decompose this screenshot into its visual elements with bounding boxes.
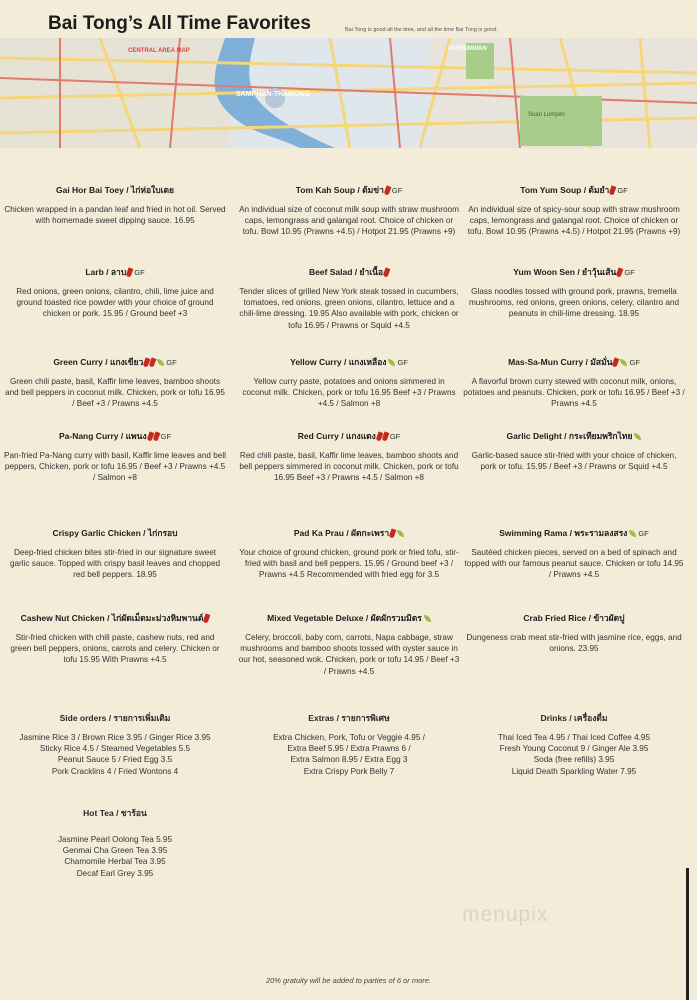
menu-item-description: Chicken wrapped in a pandan leaf and fried in hot oil. Served with homemade sweet dipping sauce. 16.95 bbox=[4, 205, 226, 226]
list-item: Extra Crispy Pork Belly 7 bbox=[303, 766, 395, 776]
map-illustration bbox=[0, 38, 697, 148]
area-map bbox=[0, 38, 697, 148]
menu-item bbox=[238, 267, 460, 331]
menu-item bbox=[238, 528, 460, 581]
menu-item-name bbox=[238, 431, 460, 442]
menu-item-title: Yum Woon Sen / ยำวุ้นเส้น bbox=[513, 267, 617, 277]
footer-note: 20% gratuity will be added to parties of 6 or more. bbox=[265, 976, 432, 985]
chili-pepper-icon bbox=[609, 186, 617, 196]
menu-item-title: Green Curry / แกงเขียว bbox=[53, 357, 144, 367]
list-item: Thai Iced Tea 4.95 / Thai Iced Coffee 4.95 bbox=[497, 733, 651, 742]
menu-item-title: Red Curry / แกงแดง bbox=[297, 431, 376, 441]
menu-item-description: Celery, broccoli, baby corn, carrots, Napa cabbage, straw mushrooms and bamboo shoots tossed with oyster sauce in our hot, seasoned wok. Chicken, pork or tofu 14.95 / Beef +3 / Prawns +4.5 bbox=[238, 633, 460, 676]
drinks-section bbox=[463, 713, 685, 777]
gluten-free-tag: GF bbox=[397, 358, 408, 367]
menu-item-title: Mas-Sa-Mun Curry / มัสมั่น bbox=[508, 357, 613, 367]
menu-item-description: Sautéed chicken pieces, served on a bed of spinach and topped with our famous peanut sauce. Chicken or tofu 14.95 / Prawns +4.5 bbox=[464, 548, 684, 580]
map-title-label: CENTRAL AREA MAP bbox=[128, 48, 190, 54]
vegetarian-leaf-icon bbox=[634, 433, 641, 440]
chili-pepper-icon bbox=[383, 186, 391, 196]
vegetarian-leaf-icon bbox=[424, 615, 431, 622]
menu-item-title: Mixed Vegetable Deluxe / ผัดผักรวมมิตร bbox=[267, 613, 422, 623]
menu-item-description: Green chili paste, basil, Kaffir lime leaves, bamboo shoots and bell peppers in coconut milk. Chicken, pork or tofu 16.95 / Beef +3 / Prawns +4.5 bbox=[5, 377, 225, 409]
menu-item-title: Yellow Curry / แกงเหลือง bbox=[290, 357, 387, 367]
menu-item-title: Swimming Rama / พระรามลงสรง bbox=[499, 528, 628, 538]
map-area-label: PATHUMWAN bbox=[448, 46, 487, 52]
menu-item bbox=[4, 613, 226, 666]
side-orders-section bbox=[4, 713, 226, 777]
menu-item-name bbox=[463, 185, 685, 196]
chili-pepper-icon bbox=[383, 268, 391, 278]
page-title: Bai Tong’s All Time Favorites bbox=[48, 13, 311, 34]
menu-item bbox=[4, 431, 226, 484]
chili-pepper-icon bbox=[389, 529, 397, 539]
menu-item bbox=[463, 613, 685, 654]
gluten-free-tag: GF bbox=[389, 432, 401, 441]
menu-item-title: Gai Hor Bai Toey / ไก่ห่อใบเตย bbox=[55, 185, 175, 195]
menu-item bbox=[463, 267, 685, 320]
vegetarian-leaf-icon bbox=[629, 530, 636, 537]
menu-item bbox=[238, 431, 460, 484]
menu-item bbox=[4, 267, 226, 320]
map-area-label: Suan Lumpini bbox=[528, 112, 565, 118]
list-item: Fresh Young Coconut 9 / Ginger Ale 3.95 bbox=[499, 744, 649, 754]
menu-item-title: Garlic Delight / กระเทียมพริกไทย bbox=[506, 431, 633, 441]
section-title: Extras / รายการพิเศษ bbox=[308, 713, 390, 723]
list-item: Extra Salmon 8.95 / Extra Egg 3 bbox=[290, 755, 408, 765]
list-item: Sticky Rice 4.5 / Steamed Vegetables 5.5 bbox=[39, 744, 191, 754]
watermark: menupix bbox=[462, 903, 549, 926]
menu-item bbox=[463, 528, 685, 581]
list-item: Pork Cracklins 4 / Fried Wontons 4 bbox=[51, 766, 179, 776]
menu-item bbox=[463, 357, 685, 410]
gluten-free-tag: GF bbox=[617, 186, 628, 195]
section-title: Hot Tea / ชาร้อน bbox=[83, 808, 147, 818]
menu-item bbox=[238, 185, 460, 238]
menu-item-description: Yellow curry paste, potatoes and onions simmered in coconut milk. Chicken, pork or tofu 16.95 Beef +3 / Prawns +4.5 / Salmon +8 bbox=[242, 377, 456, 409]
gluten-free-tag: GF bbox=[166, 358, 177, 367]
tagline: Bai Tong is good all the time, and all the time Bai Tong is good. bbox=[345, 27, 498, 33]
menu-item-description: Your choice of ground chicken, ground pork or fried tofu, stir-fried with basil and bell peppers. 15.95 / Ground beef +3 / Prawns +4.5 Recommended with fried egg for 3.5 bbox=[239, 548, 459, 580]
gluten-free-tag: GF bbox=[160, 432, 172, 441]
chili-pepper-icon bbox=[612, 358, 620, 368]
section-title: Side orders / รายการเพิ่มเติม bbox=[59, 713, 171, 723]
menu-item bbox=[463, 431, 685, 472]
menu-item bbox=[238, 357, 460, 410]
section-title: Drinks / เครื่องดื่ม bbox=[540, 713, 608, 723]
menu-item-name bbox=[463, 528, 685, 539]
extras-section bbox=[238, 713, 460, 777]
menu-item-description: Tender slices of grilled New York steak tossed in cucumbers, tomatoes, red onions, green onions, cilantro, lettuce and a chili-lime dressing. 19.95 Also available with pork, chicken or tofu 16.95 / Prawns or Squid +4.5 bbox=[239, 287, 459, 330]
list-item: Extra Chicken, Pork, Tofu or Veggie 4.95 / bbox=[273, 733, 425, 742]
chili-pepper-icon bbox=[203, 614, 211, 624]
list-item: Extra Beef 5.95 / Extra Prawns 6 / bbox=[287, 744, 411, 754]
gluten-free-tag: GF bbox=[134, 268, 145, 277]
list-item: Liquid Death Sparkling Water 7.95 bbox=[511, 766, 637, 776]
menu-item-name bbox=[238, 357, 460, 368]
list-item: Soda (free refills) 3.95 bbox=[533, 755, 615, 765]
menu-item bbox=[4, 528, 226, 581]
menu-item-name bbox=[463, 431, 685, 442]
menu-item-description: Pan-fried Pa-Nang curry with basil, Kaffir lime leaves and bell peppers, Chicken, pork or tofu 16.95 / Beef +3 / Prawns +4.5 / Salmon +8 bbox=[4, 451, 226, 483]
chili-pepper-icon bbox=[126, 268, 134, 278]
vegetarian-leaf-icon bbox=[388, 359, 395, 366]
menu-item-name bbox=[238, 185, 460, 196]
menu-item-name bbox=[238, 267, 460, 278]
menu-item-description: Deep-fried chicken bites stir-fried in our signature sweet garlic sauce. Topped with crispy basil leaves and chopped red bell peppers. 18.95 bbox=[9, 548, 221, 580]
vegetarian-leaf-icon bbox=[620, 359, 627, 366]
menu-item-description: Stir-fried chicken with chili paste, cashew nuts, red and green bell peppers, onions, carrots and celery. Chicken or tofu 15.95 With Prawns +4.5 bbox=[10, 633, 220, 665]
vegetarian-leaf-icon bbox=[157, 359, 164, 366]
menu-item-description: Red onions, green onions, cilantro, chili, lime juice and ground toasted rice powder with your choice of ground chicken or pork. 15.95 / Ground beef +3 bbox=[16, 287, 214, 319]
menu-item-description: Red chili paste, basil, Kaffir lime leaves, bamboo shoots and bell peppers simmered in coconut milk. Chicken, pork or tofu 16.95 Beef +3 / Prawns +4.5 / Salmon +8 bbox=[239, 451, 459, 483]
menu-item-description: Garlic-based sauce stir-fried with your choice of chicken, pork or tofu. 15.95 / Beef +3 / Prawns or Squid +4.5 bbox=[471, 451, 677, 472]
menu-item-name bbox=[4, 357, 226, 368]
page-header bbox=[0, 0, 697, 40]
menu-item-description: An individual size of spicy-sour soup with straw mushroom caps, lemongrass and galangal root. Choice of chicken or tofu. Bowl 10.95 (Prawns +4.5) / Hotpot 21.95 (Prawns +9) bbox=[467, 205, 681, 237]
menu-item-title: Cashew Nut Chicken / ไก่ผัดเม็ดมะม่วงหิมพานต์ bbox=[20, 613, 204, 623]
list-item: Genmai Cha Green Tea 3.95 bbox=[62, 846, 168, 856]
menu-item-description: Glass noodles tossed with ground pork, prawns, tremella mushrooms, red onions, green onions, celery, cilantro and peanuts in chili-lime dressing. 18.95 bbox=[468, 287, 680, 319]
vegetarian-leaf-icon bbox=[397, 530, 404, 537]
chili-pepper-icon bbox=[149, 358, 157, 368]
list-item: Peanut Sauce 5 / Fried Egg 3.5 bbox=[57, 755, 173, 765]
menu-item-description: An individual size of coconut milk soup with straw mushroom caps, lemongrass and galangal root. Choice of chicken or tofu. Bowl 10.95 (Prawns +4.5) / Hotpot 21.95 (Prawns +9) bbox=[239, 205, 459, 237]
chili-pepper-icon bbox=[616, 268, 624, 278]
menu-item-name bbox=[238, 613, 460, 624]
menu-item-name bbox=[463, 613, 685, 624]
list-item: Jasmine Rice 3 / Brown Rice 3.95 / Ginger Rice 3.95 bbox=[19, 733, 211, 742]
list-item: Chamomile Herbal Tea 3.95 bbox=[64, 857, 166, 867]
menu-item-description: A flavorful brown curry stewed with coconut milk, onions, potatoes and peanuts. Chicken, pork or tofu 16.95 / Beef +3 / Prawns +4.5 bbox=[463, 377, 685, 409]
gluten-free-tag: GF bbox=[638, 529, 649, 538]
menu-item bbox=[463, 185, 685, 238]
menu-item-title: Pa-Nang Curry / แพนง bbox=[58, 431, 147, 441]
menu-item-title: Tom Kah Soup / ต้มข่า bbox=[295, 185, 384, 195]
list-item: Decaf Earl Grey 3.95 bbox=[76, 868, 154, 878]
menu-item-title: Crispy Garlic Chicken / ไก่กรอบ bbox=[52, 528, 178, 538]
menu-item-name bbox=[4, 613, 226, 624]
menu-item bbox=[4, 357, 226, 410]
menu-item-name bbox=[4, 431, 226, 442]
menu-item-name bbox=[4, 185, 226, 196]
menu-item-title: Crab Fried Rice / ข้าวผัดปู bbox=[523, 613, 625, 623]
hot-tea-section bbox=[4, 808, 226, 879]
menu-item-name bbox=[238, 528, 460, 539]
menu-item-description: Dungeness crab meat stir-fried with jasmine rice, eggs, and onions. 23.95 bbox=[466, 633, 682, 654]
menu-item-name bbox=[4, 267, 226, 278]
menu-item bbox=[238, 613, 460, 677]
menu-item-title: Pad Ka Prau / ผัดกะเพรา bbox=[293, 528, 390, 538]
menu-item-name bbox=[4, 528, 226, 539]
gluten-free-tag: GF bbox=[629, 358, 640, 367]
gluten-free-tag: GF bbox=[624, 268, 635, 277]
menu-item-title: Beef Salad / ยำเนื้อ bbox=[308, 267, 384, 277]
list-item: Jasmine Pearl Oolong Tea 5.95 bbox=[57, 835, 173, 844]
menu-item-name bbox=[463, 357, 685, 368]
gluten-free-tag: GF bbox=[391, 186, 403, 195]
menu-item bbox=[4, 185, 226, 226]
map-area-label: SAMPHAN-THAWONG bbox=[236, 91, 311, 98]
menu-item-title: Larb / ลาบ bbox=[85, 267, 127, 277]
menu-item-name bbox=[463, 267, 685, 278]
menu-item-title: Tom Yum Soup / ต้มยำ bbox=[520, 185, 610, 195]
